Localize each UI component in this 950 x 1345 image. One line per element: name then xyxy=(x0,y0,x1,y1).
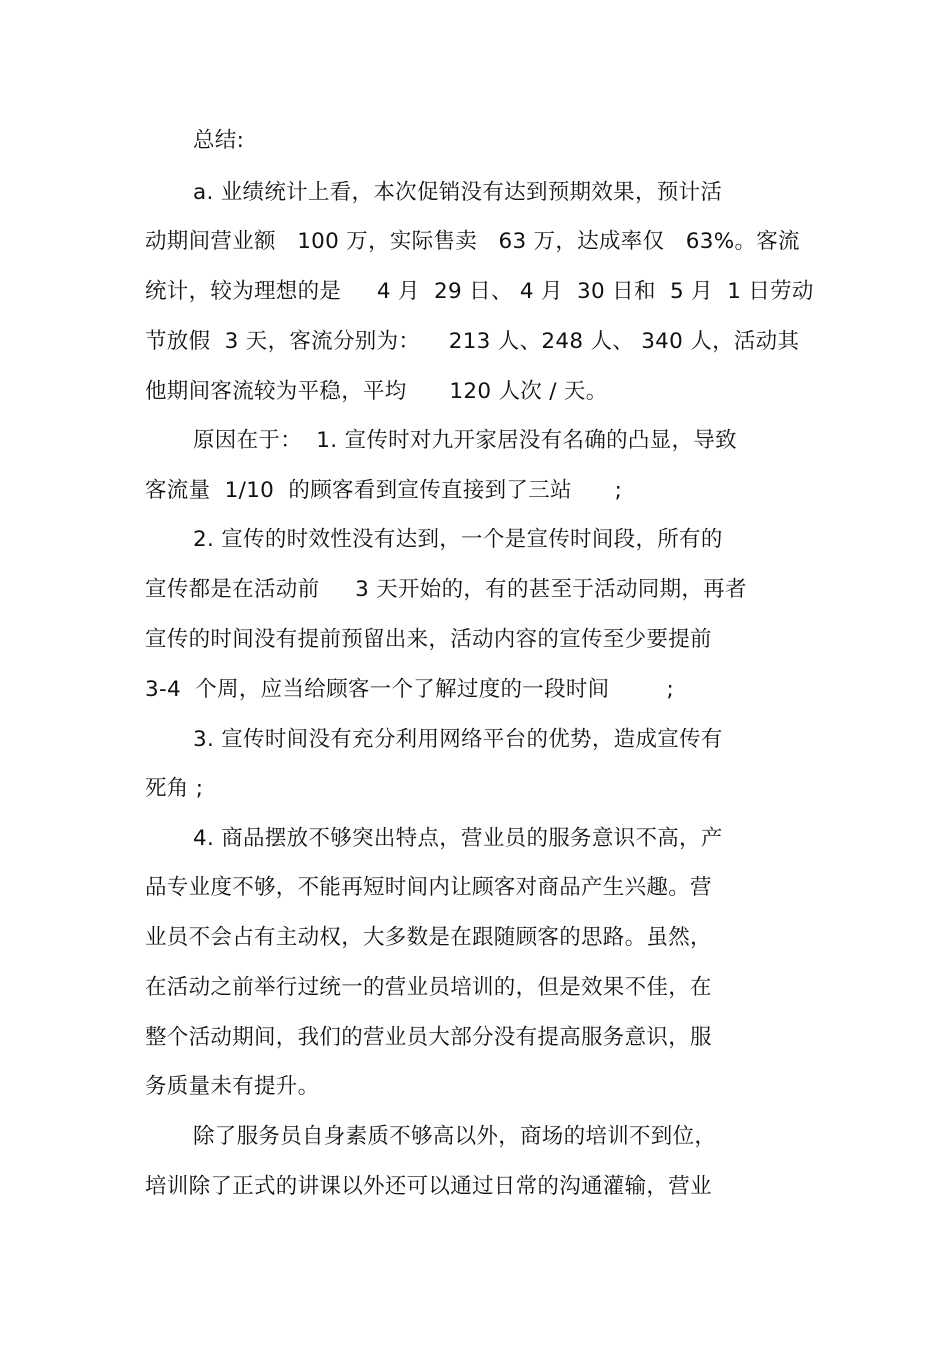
paragraph-line: 2. 宣传的时效性没有达到，一个是宣传时间段，所有的 xyxy=(193,527,723,552)
paragraph-line: 整个活动期间，我们的营业员大部分没有提高服务意识，服 xyxy=(145,1025,712,1050)
paragraph-line: 客流量 1/10 的顾客看到宣传直接到了三站 ; xyxy=(145,478,623,503)
paragraph-line: 除了服务员自身素质不够高以外，商场的培训不到位， xyxy=(193,1124,717,1149)
paragraph-line: 他期间客流较为平稳，平均 120 人次 / 天。 xyxy=(145,379,608,404)
paragraph-line: 务质量未有提升。 xyxy=(145,1074,320,1099)
paragraph-line: 培训除了正式的讲课以外还可以通过日常的沟通灌输，营业 xyxy=(145,1174,712,1199)
paragraph-line: 宣传都是在活动前 3 天开始的，有的甚至于活动同期，再者 xyxy=(145,577,747,602)
paragraph-line: 动期间营业额 100 万，实际售卖 63 万，达成率仅 63%。客流 xyxy=(145,229,800,254)
paragraph-line: 在活动之前举行过统一的营业员培训的，但是效果不佳，在 xyxy=(145,975,712,1000)
paragraph-line: 4. 商品摆放不够突出特点，营业员的服务意识不高，产 xyxy=(193,826,723,851)
paragraph-line: 节放假 3 天，客流分别为： 213 人、248 人、 340 人，活动其 xyxy=(145,329,800,354)
paragraph-line: 原因在于： 1. 宣传时对九开家居没有名确的凸显，导致 xyxy=(193,428,737,453)
paragraph-line: a. 业绩统计上看，本次促销没有达到预期效果，预计活 xyxy=(193,180,723,205)
paragraph-line: 品专业度不够，不能再短时间内让顾客对商品产生兴趣。营 xyxy=(145,875,712,900)
paragraph-line: 宣传的时间没有提前预留出来，活动内容的宣传至少要提前 xyxy=(145,627,712,652)
section-heading: 总结: xyxy=(193,128,245,153)
paragraph-line: 死角 ; xyxy=(145,776,204,801)
paragraph-line: 统计，较为理想的是 4 月 29 日、 4 月 30 日和 5 月 1 日劳动 xyxy=(145,279,814,304)
paragraph-line: 业员不会占有主动权，大多数是在跟随顾客的思路。虽然， xyxy=(145,925,712,950)
paragraph-line: 3. 宣传时间没有充分利用网络平台的优势，造成宣传有 xyxy=(193,727,723,752)
paragraph-line: 3-4 个周，应当给顾客一个了解过度的一段时间 ; xyxy=(145,677,675,702)
